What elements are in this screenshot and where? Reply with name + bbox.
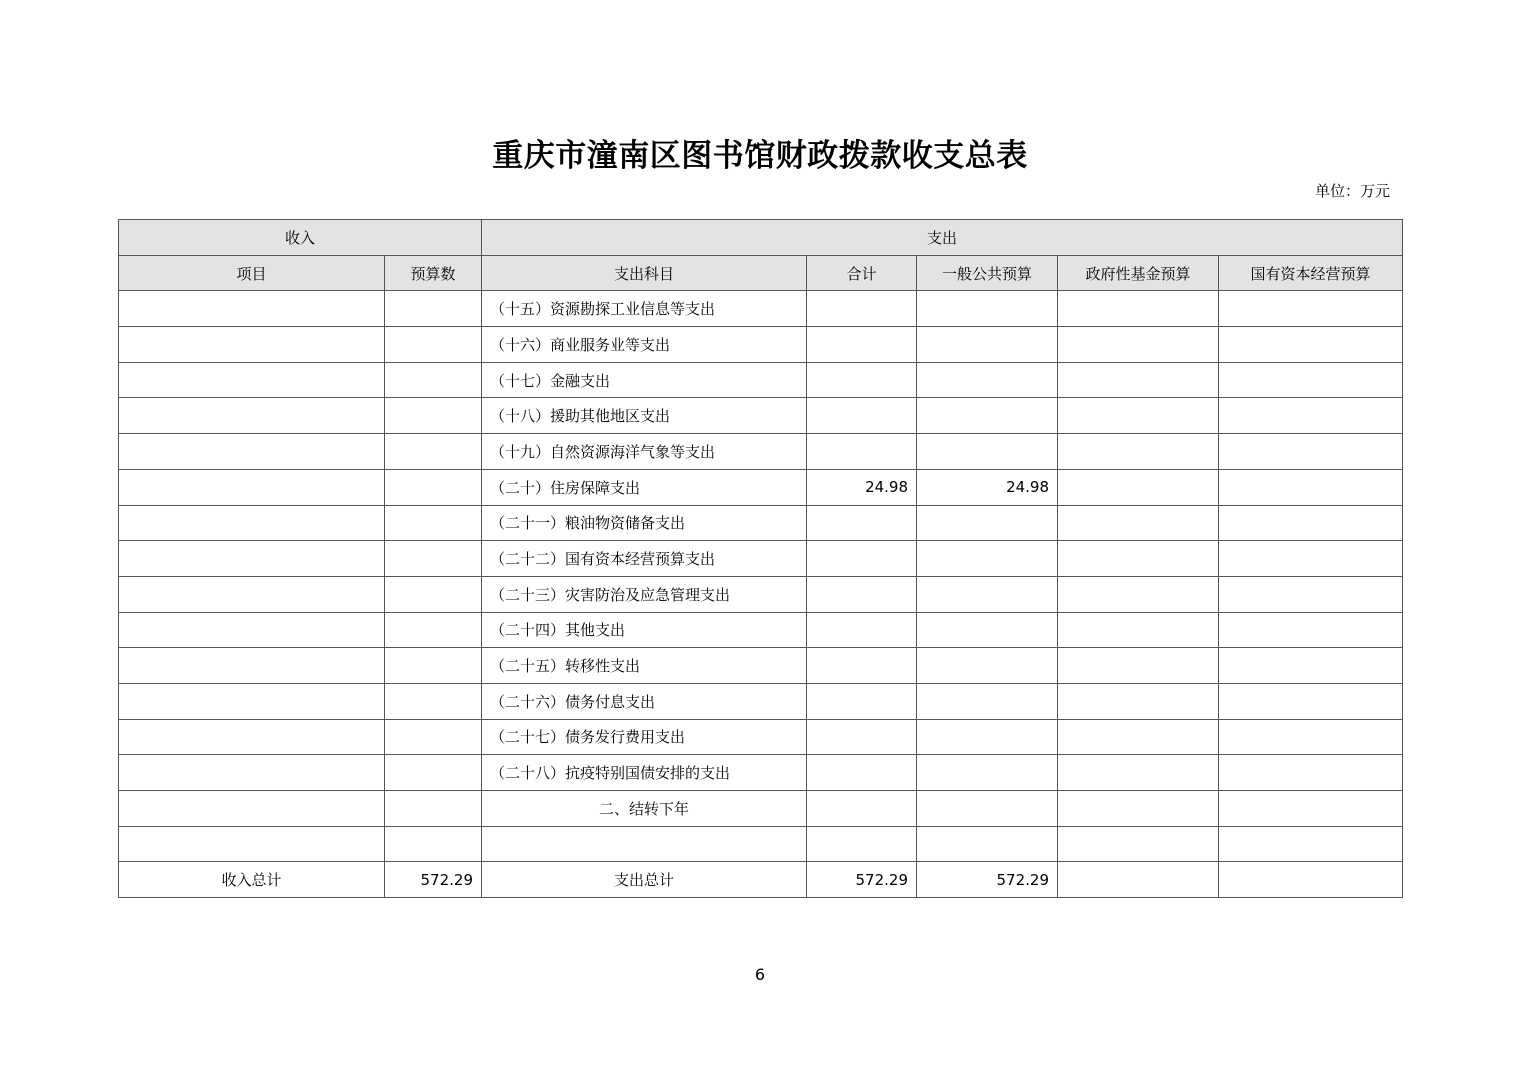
table-row	[119, 683, 1403, 719]
table-row	[119, 291, 1403, 327]
state-capital-cell	[1219, 291, 1403, 327]
col-expense-subject-header: 支出科目	[482, 255, 807, 291]
expense-subject-cell: （二十）住房保障支出	[482, 469, 807, 505]
item-cell	[119, 469, 385, 505]
gov-fund-cell	[1058, 327, 1219, 363]
state-capital-cell	[1219, 791, 1403, 827]
general-budget-cell	[917, 327, 1058, 363]
budget-cell	[385, 505, 482, 541]
total-cell	[807, 576, 917, 612]
empty-cell	[385, 826, 482, 862]
table-row	[119, 505, 1403, 541]
general-budget-cell: 24.98	[917, 469, 1058, 505]
general-budget-cell	[917, 291, 1058, 327]
general-budget-cell	[917, 576, 1058, 612]
expense-subject-cell: （二十五）转移性支出	[482, 648, 807, 684]
gov-fund-cell	[1058, 719, 1219, 755]
expense-header: 支出	[482, 220, 1403, 256]
state-capital-cell	[1219, 398, 1403, 434]
gov-fund-cell	[1058, 398, 1219, 434]
item-cell	[119, 398, 385, 434]
carry-forward-label: 二、结转下年	[482, 791, 807, 827]
expense-gov-fund-total-value	[1058, 862, 1219, 898]
budget-cell	[385, 362, 482, 398]
budget-cell	[385, 791, 482, 827]
budget-cell	[385, 327, 482, 363]
general-budget-cell	[917, 505, 1058, 541]
total-cell: 24.98	[807, 469, 917, 505]
table-row	[119, 327, 1403, 363]
state-capital-cell	[1219, 683, 1403, 719]
total-cell	[807, 648, 917, 684]
budget-table	[118, 219, 1403, 898]
unit-label: 单位：万元	[1314, 182, 1390, 200]
gov-fund-cell	[1058, 291, 1219, 327]
budget-cell	[385, 541, 482, 577]
gov-fund-cell	[1058, 434, 1219, 470]
expense-total-value: 572.29	[807, 862, 917, 898]
budget-cell	[385, 719, 482, 755]
expense-total-label: 支出总计	[482, 862, 807, 898]
table-row	[119, 362, 1403, 398]
empty-cell	[482, 826, 807, 862]
total-cell	[807, 719, 917, 755]
budget-cell	[385, 291, 482, 327]
expense-subject-cell: （二十六）债务付息支出	[482, 683, 807, 719]
blank-row	[119, 826, 1403, 862]
state-capital-cell	[1219, 612, 1403, 648]
total-cell	[807, 505, 917, 541]
col-general-budget-header: 一般公共预算	[917, 255, 1058, 291]
general-budget-cell	[917, 719, 1058, 755]
gov-fund-cell	[1058, 755, 1219, 791]
general-budget-cell	[917, 755, 1058, 791]
general-budget-cell	[917, 398, 1058, 434]
page-number: 6	[754, 965, 766, 984]
empty-cell	[807, 826, 917, 862]
item-cell	[119, 719, 385, 755]
expense-subject-cell: （二十八）抗疫特别国债安排的支出	[482, 755, 807, 791]
expense-general-total-value: 572.29	[917, 862, 1058, 898]
gov-fund-cell	[1058, 683, 1219, 719]
col-budget-header: 预算数	[385, 255, 482, 291]
general-budget-cell	[917, 541, 1058, 577]
total-cell	[807, 434, 917, 470]
item-cell	[119, 327, 385, 363]
expense-subject-cell: （十六）商业服务业等支出	[482, 327, 807, 363]
state-capital-cell	[1219, 505, 1403, 541]
item-cell	[119, 755, 385, 791]
expense-subject-cell: （二十四）其他支出	[482, 612, 807, 648]
table-row	[119, 719, 1403, 755]
state-capital-cell	[1219, 469, 1403, 505]
gov-fund-cell	[1058, 505, 1219, 541]
total-cell	[807, 683, 917, 719]
state-capital-cell	[1219, 648, 1403, 684]
table-row	[119, 398, 1403, 434]
general-budget-cell	[917, 362, 1058, 398]
expense-state-capital-total-value	[1219, 862, 1403, 898]
item-cell	[119, 291, 385, 327]
item-cell	[119, 683, 385, 719]
carry-forward-row	[119, 791, 1403, 827]
expense-subject-cell: （十九）自然资源海洋气象等支出	[482, 434, 807, 470]
total-cell	[807, 612, 917, 648]
gov-fund-cell	[1058, 648, 1219, 684]
gov-fund-cell	[1058, 576, 1219, 612]
general-budget-cell	[917, 612, 1058, 648]
document-title: 重庆市潼南区图书馆财政拨款收支总表	[492, 138, 1028, 174]
empty-cell	[917, 826, 1058, 862]
gov-fund-cell	[1058, 469, 1219, 505]
state-capital-cell	[1219, 327, 1403, 363]
expense-subject-cell: （十七）金融支出	[482, 362, 807, 398]
total-cell	[807, 327, 917, 363]
item-cell	[119, 434, 385, 470]
budget-cell	[385, 469, 482, 505]
header-group-row	[119, 220, 1403, 256]
budget-cell	[385, 648, 482, 684]
budget-cell	[385, 398, 482, 434]
item-cell	[119, 362, 385, 398]
gov-fund-cell	[1058, 612, 1219, 648]
expense-subject-cell: （二十三）灾害防治及应急管理支出	[482, 576, 807, 612]
empty-cell	[1058, 826, 1219, 862]
state-capital-cell	[1219, 719, 1403, 755]
table-row	[119, 576, 1403, 612]
budget-cell	[385, 612, 482, 648]
expense-subject-cell: （十五）资源勘探工业信息等支出	[482, 291, 807, 327]
state-capital-cell	[1219, 541, 1403, 577]
table-row	[119, 612, 1403, 648]
expense-subject-cell: （二十七）债务发行费用支出	[482, 719, 807, 755]
state-capital-cell	[1219, 755, 1403, 791]
gov-fund-cell	[1058, 362, 1219, 398]
item-cell	[119, 576, 385, 612]
general-budget-cell	[917, 683, 1058, 719]
state-capital-cell	[1219, 434, 1403, 470]
total-cell	[807, 291, 917, 327]
budget-cell	[385, 434, 482, 470]
income-total-label: 收入总计	[119, 862, 385, 898]
general-budget-cell	[917, 648, 1058, 684]
expense-subject-cell: （十八）援助其他地区支出	[482, 398, 807, 434]
gov-fund-cell	[1058, 791, 1219, 827]
col-item-header: 项目	[119, 255, 385, 291]
expense-subject-cell: （二十一）粮油物资储备支出	[482, 505, 807, 541]
item-cell	[119, 791, 385, 827]
empty-cell	[119, 826, 385, 862]
col-gov-fund-header: 政府性基金预算	[1058, 255, 1219, 291]
total-cell	[807, 398, 917, 434]
item-cell	[119, 505, 385, 541]
expense-subject-cell: （二十二）国有资本经营预算支出	[482, 541, 807, 577]
table-row	[119, 648, 1403, 684]
totals-row	[119, 862, 1403, 898]
budget-cell	[385, 755, 482, 791]
empty-cell	[1219, 826, 1403, 862]
table-row	[119, 469, 1403, 505]
budget-cell	[385, 683, 482, 719]
header-column-row	[119, 255, 1403, 291]
total-cell	[807, 362, 917, 398]
budget-cell	[385, 576, 482, 612]
table-row	[119, 434, 1403, 470]
col-state-capital-header: 国有资本经营预算	[1219, 255, 1403, 291]
table-row	[119, 541, 1403, 577]
col-total-header: 合计	[807, 255, 917, 291]
item-cell	[119, 648, 385, 684]
income-total-value: 572.29	[385, 862, 482, 898]
state-capital-cell	[1219, 362, 1403, 398]
income-header: 收入	[119, 220, 482, 256]
item-cell	[119, 541, 385, 577]
gov-fund-cell	[1058, 541, 1219, 577]
item-cell	[119, 612, 385, 648]
total-cell	[807, 791, 917, 827]
total-cell	[807, 541, 917, 577]
total-cell	[807, 755, 917, 791]
table-row	[119, 755, 1403, 791]
general-budget-cell	[917, 791, 1058, 827]
state-capital-cell	[1219, 576, 1403, 612]
general-budget-cell	[917, 434, 1058, 470]
